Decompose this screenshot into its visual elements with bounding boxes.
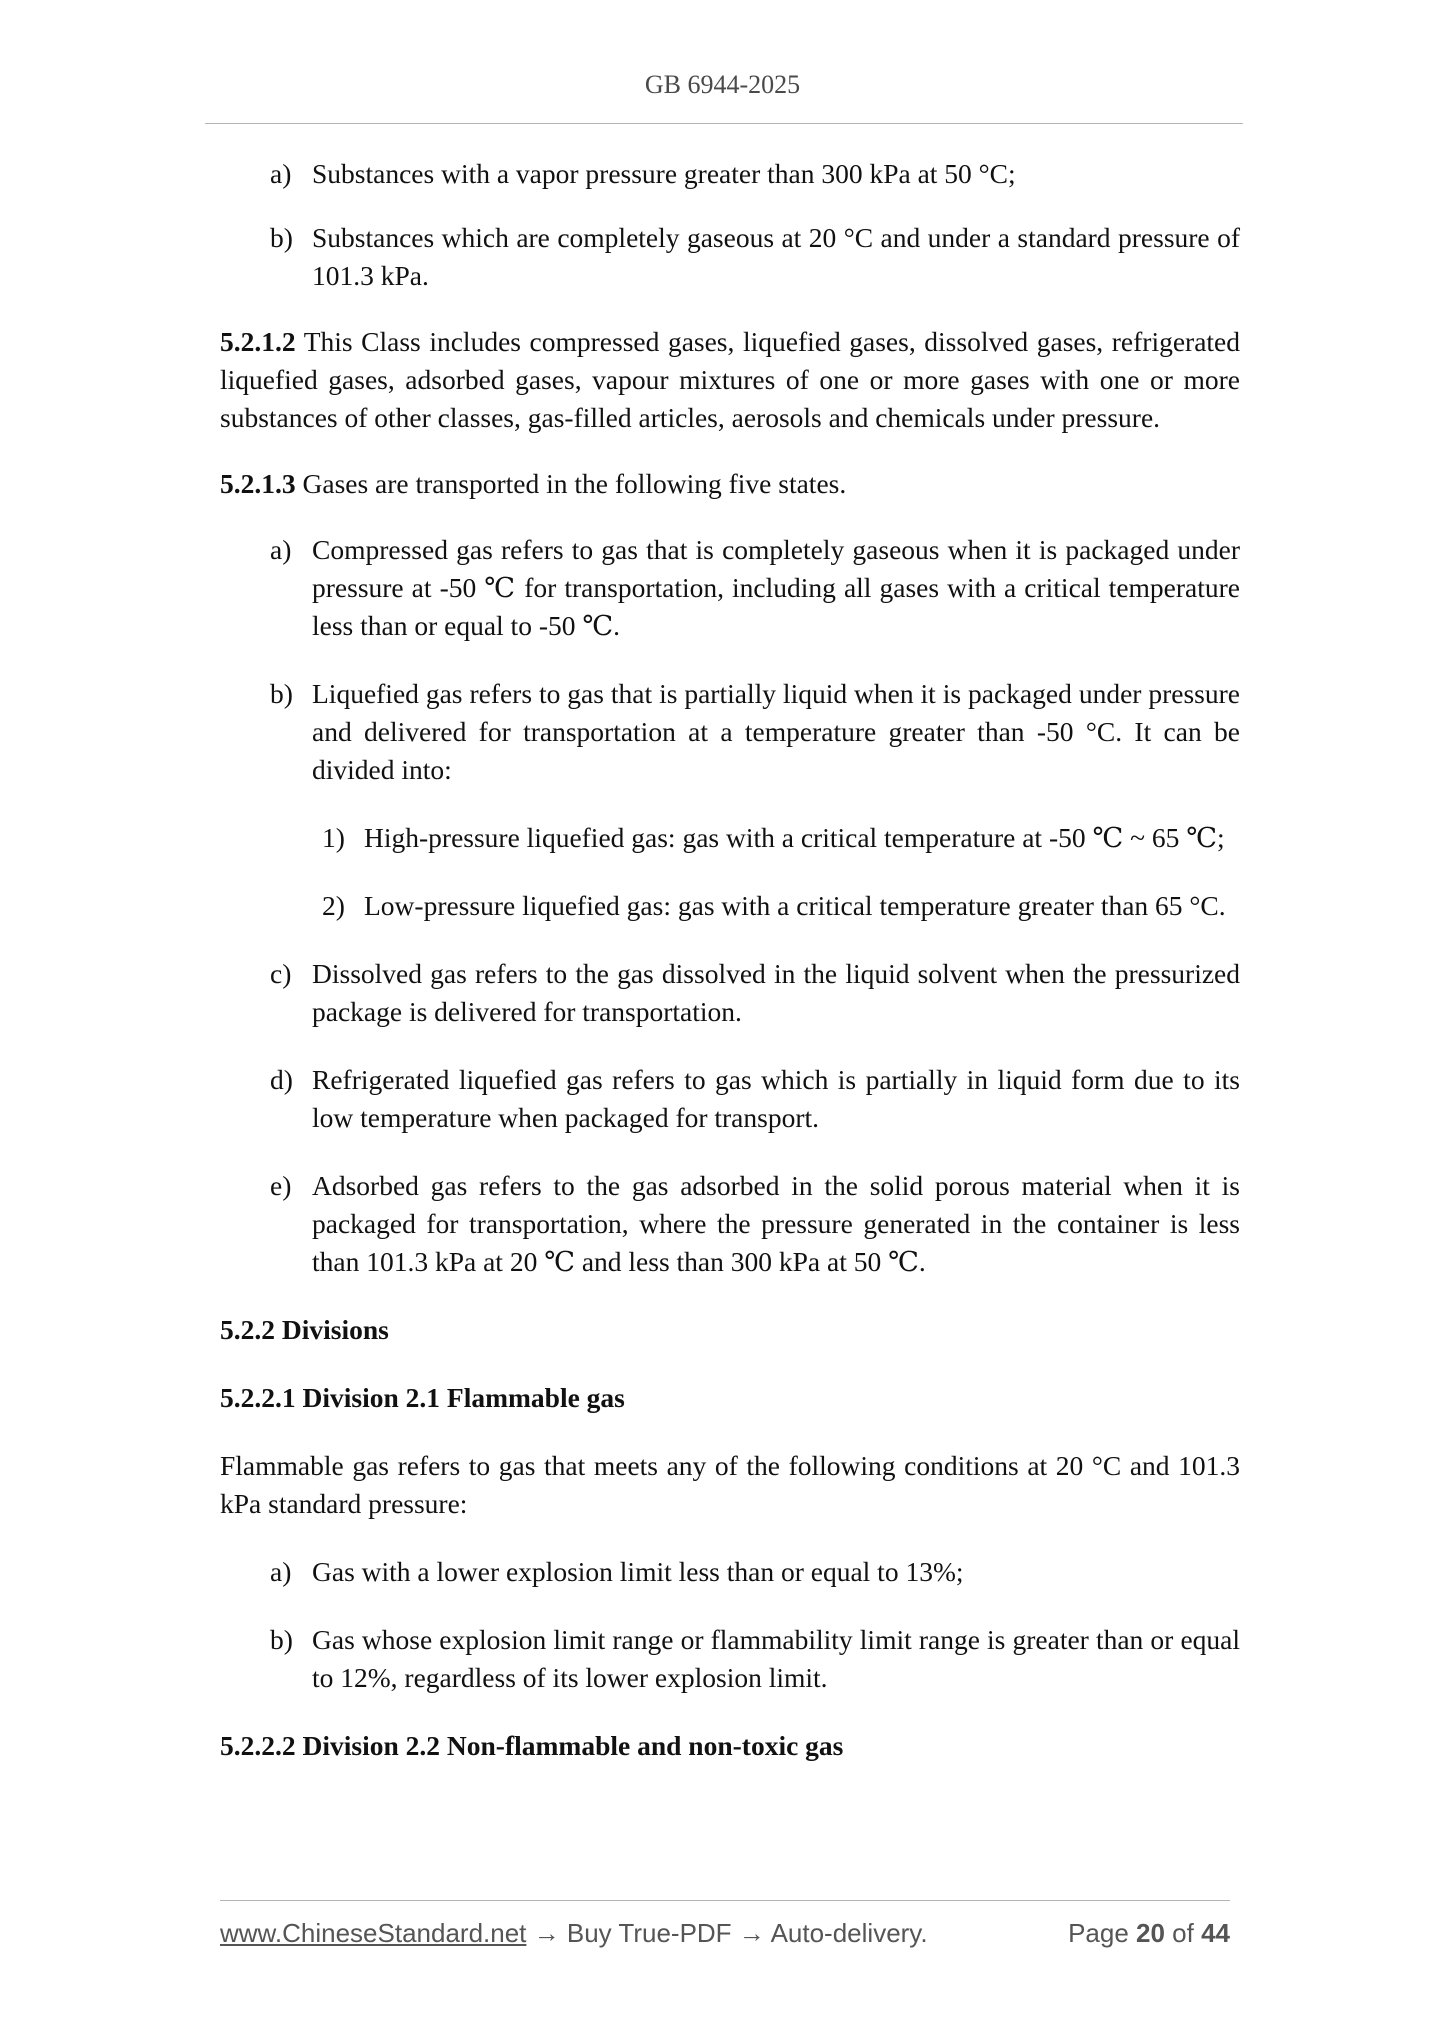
page-body bbox=[220, 155, 1240, 1765]
list-text: Substances which are completely gaseous at 20 °C and under a standard pressure of 101.3 kPa. bbox=[312, 222, 1240, 291]
page-indicator bbox=[1068, 1918, 1230, 1949]
page-footer bbox=[220, 1918, 1230, 1949]
page-header: GB 6944-2025 bbox=[644, 70, 801, 99]
list-item bbox=[220, 531, 1240, 645]
paragraph-5-2-1-3 bbox=[220, 465, 1240, 503]
sub-list-item bbox=[220, 819, 1240, 857]
paragraph-flammable: Flammable gas refers to gas that meets any of the following conditions at 20 °C and 101.3 kPa standard pressure: bbox=[220, 1450, 1240, 1519]
list-marker: a) bbox=[270, 158, 292, 189]
list-text: Dissolved gas refers to the gas dissolved in the liquid solvent when the pressurized package is delivered for transportation. bbox=[312, 958, 1240, 1027]
footer-divider bbox=[220, 1900, 1230, 1901]
footer-left bbox=[220, 1918, 928, 1949]
list-marker: a) bbox=[270, 1556, 292, 1587]
section-heading: 5.2.2 Divisions bbox=[220, 1314, 389, 1345]
list-text: Substances with a vapor pressure greater than 300 kPa at 50 °C; bbox=[312, 158, 1016, 189]
list-text: Adsorbed gas refers to the gas adsorbed in the solid porous material when it is packaged for transportation, where the pressure generated in the container is less than 101.3 kPa at 20 ℃ and less than 300 kPa at 50 ℃. bbox=[312, 1170, 1240, 1277]
list-text: Gas with a lower explosion limit less than or equal to 13%; bbox=[312, 1556, 964, 1587]
list-marker: b) bbox=[270, 222, 293, 253]
list-item bbox=[220, 955, 1240, 1031]
list-item bbox=[220, 219, 1240, 295]
list-item bbox=[220, 1061, 1240, 1137]
total-pages: 44 bbox=[1201, 1918, 1230, 1948]
list-marker: a) bbox=[270, 534, 292, 565]
list-marker: e) bbox=[270, 1170, 292, 1201]
of-label: of bbox=[1164, 1918, 1202, 1948]
list-text: Refrigerated liquefied gas refers to gas which is partially in liquid form due to its low temperature when packaged for transport. bbox=[312, 1064, 1240, 1133]
list-marker: b) bbox=[270, 678, 293, 709]
list-text: High-pressure liquefied gas: gas with a critical temperature at -50 ℃ ~ 65 ℃; bbox=[364, 822, 1225, 853]
paragraph-5-2-1-2 bbox=[220, 323, 1240, 437]
page-label: Page bbox=[1068, 1918, 1137, 1948]
list-text: Compressed gas refers to gas that is completely gaseous when it is packaged under pressure at -50 ℃ for transportation, including all gases with a critical temperature less than or equal to -50 ℃. bbox=[312, 534, 1240, 641]
list-marker: b) bbox=[270, 1624, 293, 1655]
list-item bbox=[220, 1621, 1240, 1697]
current-page: 20 bbox=[1136, 1918, 1165, 1948]
list-marker: d) bbox=[270, 1064, 293, 1095]
list-text: Gas whose explosion limit range or flammability limit range is greater than or equal to 12%, regardless of its lower explosion limit. bbox=[312, 1624, 1240, 1693]
footer-tagline: → Buy True-PDF → Auto-delivery. bbox=[526, 1918, 928, 1948]
list-text: Liquefied gas refers to gas that is partially liquid when it is packaged under pressure and delivered for transportation at a temperature greater than -50 °C. It can be divided into: bbox=[312, 678, 1240, 785]
list-item bbox=[220, 1553, 1240, 1591]
list-item bbox=[220, 1167, 1240, 1281]
site-link[interactable]: www.ChineseStandard.net bbox=[220, 1918, 527, 1948]
list-marker: 1) bbox=[322, 822, 345, 853]
list-item bbox=[220, 155, 1240, 193]
list-item bbox=[220, 675, 1240, 789]
list-text: Low-pressure liquefied gas: gas with a critical temperature greater than 65 °C. bbox=[364, 890, 1226, 921]
section-heading: 5.2.2.2 Division 2.2 Non-flammable and non-toxic gas bbox=[220, 1730, 844, 1761]
list-marker: c) bbox=[270, 958, 292, 989]
paragraph-text: This Class includes compressed gases, liquefied gases, dissolved gases, refrigerated liquefied gases, adsorbed gases, vapour mixtures of one or more gases with one or more substances of other classes, gas-filled articles, aerosols and chemicals under pressure. bbox=[220, 326, 1240, 433]
list-marker: 2) bbox=[322, 890, 345, 921]
header-divider bbox=[205, 123, 1243, 124]
clause-number: 5.2.1.3 bbox=[220, 468, 296, 499]
sub-list-item bbox=[220, 887, 1240, 925]
paragraph-text: Gases are transported in the following five states. bbox=[295, 468, 847, 499]
section-heading: 5.2.2.1 Division 2.1 Flammable gas bbox=[220, 1382, 625, 1413]
clause-number: 5.2.1.2 bbox=[220, 326, 296, 357]
